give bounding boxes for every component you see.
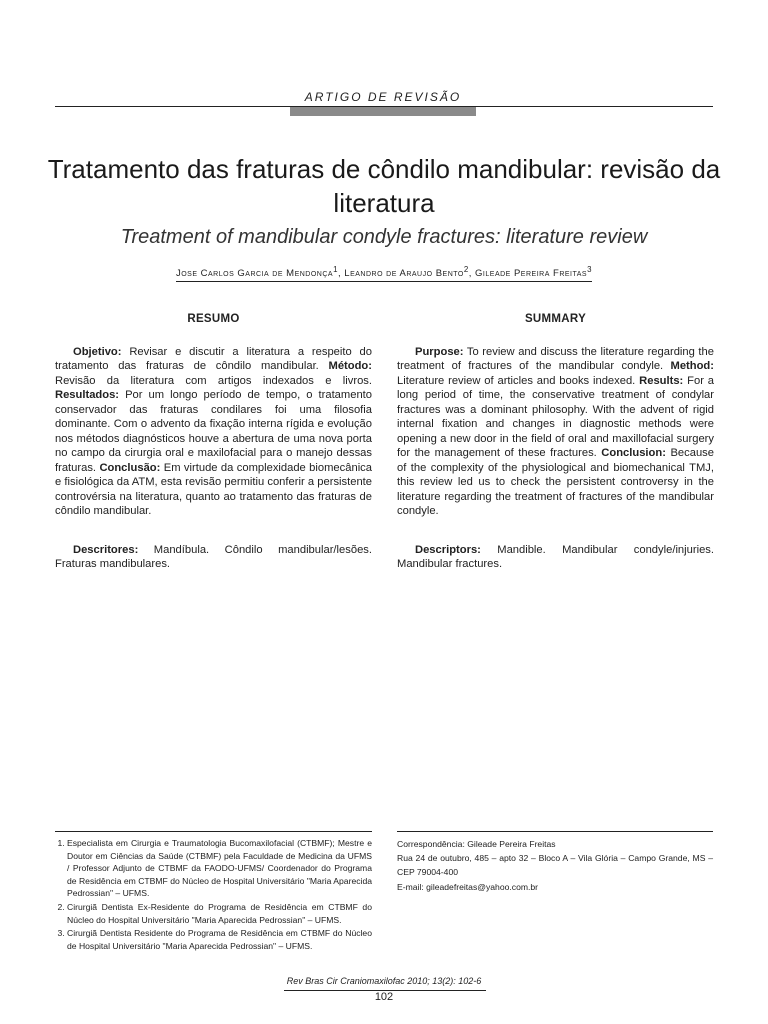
resumo-heading: RESUMO xyxy=(187,313,240,325)
author-1: Jose Carlos Garcia de Mendonça xyxy=(175,268,334,280)
author-2-ref: 2 xyxy=(463,265,469,274)
correspondence xyxy=(397,837,713,894)
resumo-column xyxy=(55,312,372,572)
conclusao-label: Conclusão: xyxy=(99,461,161,474)
summary-column xyxy=(397,312,714,572)
descritores xyxy=(55,543,372,572)
objetivo-label: Objetivo: xyxy=(73,345,122,358)
purpose-label: Purpose: xyxy=(415,345,464,358)
correspondence-name: Correspondência: Gileade Pereira Freitas xyxy=(397,839,556,849)
author-1-ref: 1 xyxy=(333,265,338,274)
author-3-ref: 3 xyxy=(587,265,592,274)
method-text: Literature review of articles and books indexed. xyxy=(397,374,640,387)
section-label: ARTIGO DE REVISÃO xyxy=(304,90,462,104)
results-label: Results: xyxy=(639,374,684,387)
article-subtitle: Treatment of mandibular condyle fractures: literature review xyxy=(120,226,648,248)
resultados-label: Resultados: xyxy=(55,389,120,401)
descriptors xyxy=(397,543,714,572)
results-text: For a long period of time, the conservative treatment of condylar fractures was a dominant philosophy. With the advent of rigid internal fixation and changes in diagnostic methods were opening a new door in the field of oral and maxillofacial surgery for the management of these fractures. xyxy=(397,374,714,459)
purpose-text: To review and discuss the literature regarding the treatment of fractures of the mandibular condyle. xyxy=(397,345,714,372)
method-label: Method: xyxy=(670,360,714,372)
footnote-1: 1. Especialista em Cirurgia e Traumatologia Bucomaxilofacial (CTBMF); Mestre e Doutor em Ciências da Saúde (CTBMF) pela Faculdade de Medicina da UFMS / Professor Adjunto de CTBMF da FAODO-UFMS/ Coordenador do Programa de Residência em CTBMF do Núcleo de Hospital Universitário "Maria Aparecida Pedrossian" – UFMS. xyxy=(67,837,372,900)
journal-citation: Rev Bras Cir Craniomaxilofac 2010; 13(2): 102-6 xyxy=(286,976,482,986)
summary-abstract xyxy=(397,345,714,519)
author-list xyxy=(40,265,728,279)
descriptors-label: Descriptors: xyxy=(415,543,481,556)
summary-heading: SUMMARY xyxy=(524,313,587,325)
correspondence-address: Rua 24 de outubro, 485 – apto 32 – Bloco A – Vila Glória – Campo Grande, MS – CEP 79004-400 xyxy=(397,853,713,878)
descritores-label: Descritores: xyxy=(73,543,139,556)
page-number: 102 xyxy=(374,991,394,1003)
conclusion-text: Because of the complexity of the physiological and biomechanical TMJ, this review led us to check the persistent controversy in the literature regarding the treatment of fractures of the mandibular condyle. xyxy=(397,447,714,517)
resumo-abstract xyxy=(55,345,372,519)
affiliation-footnotes xyxy=(55,837,372,953)
metodo-label: Método: xyxy=(328,360,372,372)
resultados-text: Por um longo período de tempo, o tratamento conservador das fraturas condilares foi uma filosofia dominante. Com o advento da fixação interna rígida e evolução nos métodos diagnósticos houve a abertura de uma nova porta no campo da cirurgia oral e maxilofacial para o manejo dessas fraturas. xyxy=(55,389,372,474)
article-title: Tratamento das fraturas de côndilo mandibular: revisão da literatura xyxy=(47,154,721,218)
footnote-rule xyxy=(55,831,372,832)
section-bar xyxy=(290,107,476,116)
objetivo-text: Revisar e discutir a literatura a respeito do tratamento das fraturas de côndilo mandibular. xyxy=(55,345,372,372)
conclusion-label: Conclusion: xyxy=(601,447,666,459)
author-3: Gileade Pereira Freitas xyxy=(475,268,588,280)
correspondence-rule xyxy=(397,831,713,832)
footnote-2: 2. Cirurgiã Dentista Ex-Residente do Programa de Residência em CTBMF do Núcleo do Hospital Universitário "Maria Aparecida Pedrossian" – UFMS. xyxy=(67,901,372,926)
author-2: Leandro de Araujo Bento xyxy=(344,268,464,280)
conclusao-text: Em virtude da complexidade biomecânica e fisiológica da ATM, esta revisão permitiu conferir a persistente controvérsia na literatura, quanto ao tratamento das fraturas de côndilo mandibular. xyxy=(55,461,372,517)
footnote-3: 3. Cirurgiã Dentista Residente do Programa de Residência em CTBMF do Núcleo de Hospital Universitário "Maria Aparecida Pedrossian" – UFMS. xyxy=(67,927,372,952)
author-line: Jose Carlos Garcia de Mendonça$^1$, Leandro de Araujo Bento$^2$, Gileade Pereira Freitas$^3$ xyxy=(176,268,592,282)
descriptors-text: Mandible. Mandibular condyle/injuries. Mandibular fractures. xyxy=(397,543,714,570)
descritores-text: Mandíbula. Côndilo mandibular/lesões. Fraturas mandibulares. xyxy=(55,543,372,570)
metodo-text: Revisão da literatura com artigos indexados e livros. xyxy=(55,374,372,387)
correspondence-email: E-mail: gileadefreitas@yahoo.com.br xyxy=(397,881,539,892)
